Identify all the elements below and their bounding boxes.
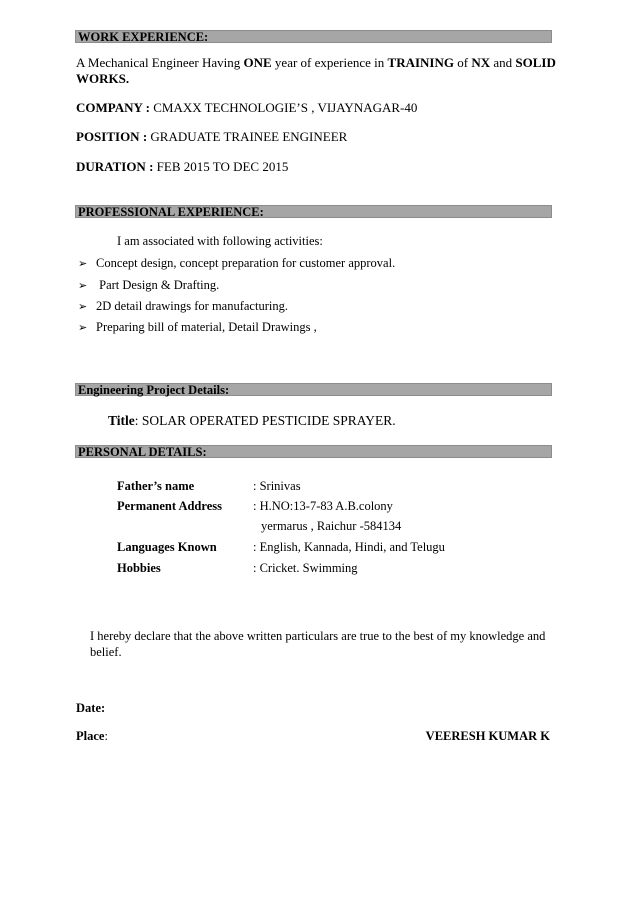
languages-label: Languages Known bbox=[117, 540, 217, 554]
activity-item bbox=[78, 298, 288, 315]
position-row bbox=[76, 129, 347, 145]
duration-value: FEB 2015 TO DEC 2015 bbox=[153, 159, 289, 174]
intro-nx: NX bbox=[471, 55, 491, 70]
project-title-value: : SOLAR OPERATED PESTICIDE SPRAYER. bbox=[134, 413, 396, 428]
work-experience-intro bbox=[76, 55, 556, 71]
hobbies-label: Hobbies bbox=[117, 561, 161, 575]
place-row bbox=[76, 728, 108, 744]
arrow-bullet-icon: ➢ bbox=[78, 301, 88, 313]
company-row bbox=[76, 100, 417, 116]
address-line1: : H.NO:13-7-83 A.B.colony bbox=[253, 499, 393, 513]
intro-solid: SOLID bbox=[515, 55, 556, 70]
professional-experience-header: PROFESSIONAL EXPERIENCE: bbox=[75, 205, 552, 218]
company-value: CMAXX TECHNOLOGIE’S , VIJAYNAGAR-40 bbox=[150, 100, 418, 115]
activity-item bbox=[78, 255, 395, 272]
work-experience-header: WORK EXPERIENCE: bbox=[75, 30, 552, 43]
declaration-line1: I hereby declare that the above written particulars are true to the best of my knowledge and bbox=[90, 629, 546, 643]
intro-years: ONE bbox=[243, 55, 272, 70]
declaration-line2: belief. bbox=[90, 645, 122, 659]
place-value: : bbox=[104, 729, 108, 743]
intro-training: TRAINING bbox=[387, 55, 454, 70]
activities-intro: I am associated with following activities: bbox=[117, 234, 323, 248]
signature-name: VEERESH KUMAR K bbox=[425, 729, 550, 743]
intro-text: and bbox=[490, 55, 516, 70]
activity-text: Part Design & Drafting. bbox=[96, 278, 220, 292]
address-line2: yermarus , Raichur -584134 bbox=[261, 519, 402, 533]
duration-row bbox=[76, 159, 288, 175]
activity-item bbox=[78, 277, 219, 294]
fathers-name-value: : Srinivas bbox=[253, 479, 301, 493]
engineering-project-header: Engineering Project Details: bbox=[75, 383, 552, 396]
project-title-row bbox=[108, 413, 396, 429]
address-label: Permanent Address bbox=[117, 499, 222, 513]
duration-label: DURATION : bbox=[76, 159, 154, 174]
intro-text: of bbox=[454, 55, 472, 70]
arrow-bullet-icon: ➢ bbox=[78, 258, 88, 270]
project-title-label: Title bbox=[108, 413, 135, 428]
fathers-name-label: Father’s name bbox=[117, 479, 195, 493]
activity-item bbox=[78, 319, 317, 336]
company-label: COMPANY : bbox=[76, 100, 151, 115]
arrow-bullet-icon: ➢ bbox=[78, 280, 88, 292]
languages-value: : English, Kannada, Hindi, and Telugu bbox=[253, 540, 445, 554]
activity-text: Preparing bill of material, Detail Drawings , bbox=[96, 320, 317, 334]
intro-works: WORKS. bbox=[76, 71, 130, 86]
position-label: POSITION : bbox=[76, 129, 148, 144]
activity-text: 2D detail drawings for manufacturing. bbox=[96, 299, 288, 313]
arrow-bullet-icon: ➢ bbox=[78, 322, 88, 334]
position-value: GRADUATE TRAINEE ENGINEER bbox=[147, 129, 348, 144]
date-label: Date: bbox=[76, 701, 106, 715]
hobbies-value: : Cricket. Swimming bbox=[253, 561, 358, 575]
activity-text: Concept design, concept preparation for customer approval. bbox=[96, 256, 396, 270]
place-label: Place bbox=[76, 729, 105, 743]
intro-text: year of experience in bbox=[271, 55, 388, 70]
personal-details-header: PERSONAL DETAILS: bbox=[75, 445, 552, 458]
intro-text: A Mechanical Engineer Having bbox=[76, 55, 244, 70]
